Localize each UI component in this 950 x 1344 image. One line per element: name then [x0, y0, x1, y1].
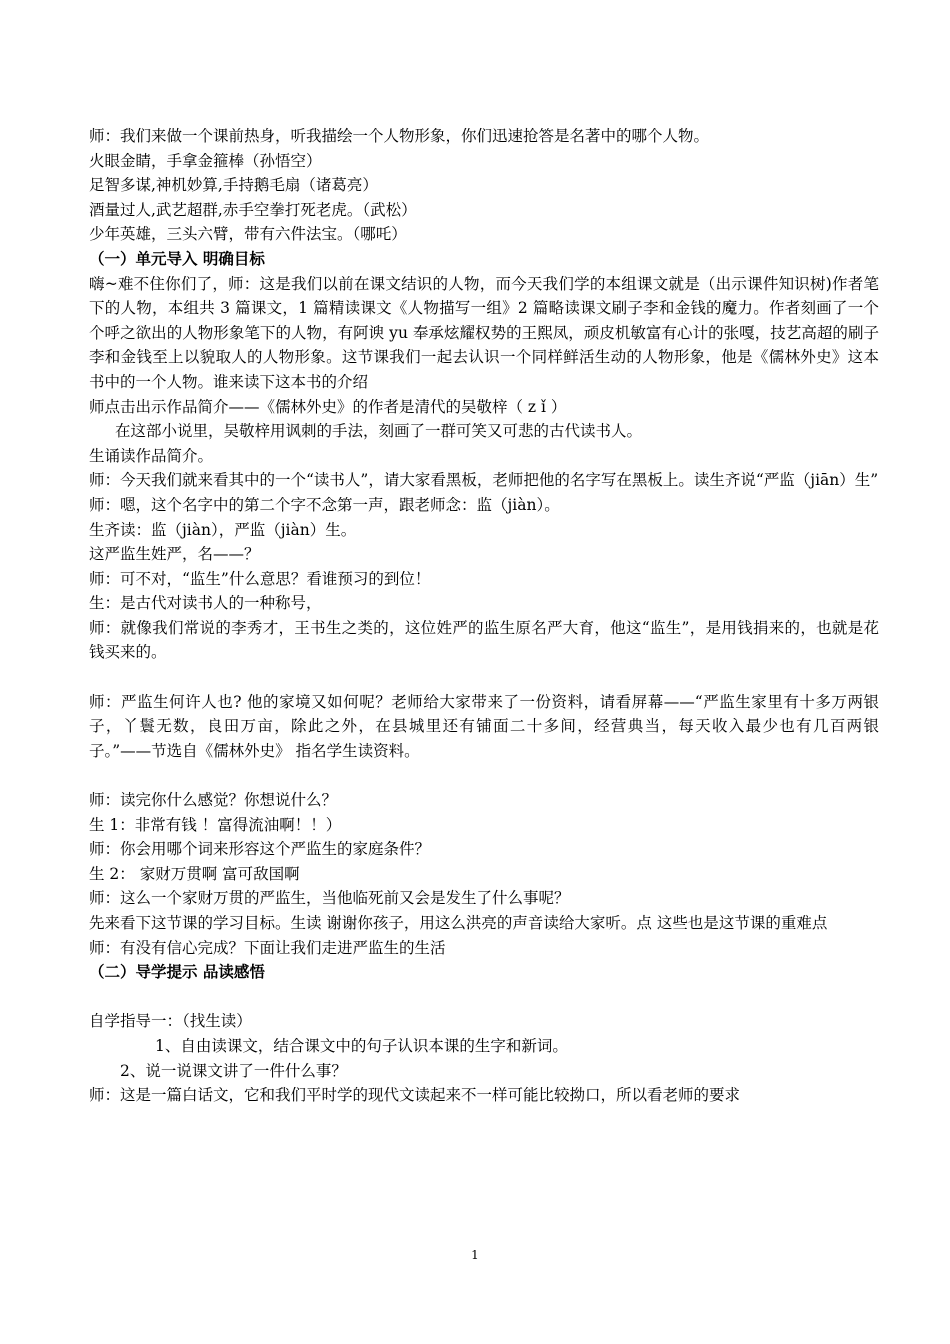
background-material-paragraph: 师：严监生何许人也? 他的家境又如何呢？老师给大家带来了一份资料，请看屏幕——“严监生家里有十多万两银子，丫鬟无数，良田万亩，除此之外，在县城里还有铺面二十多间，经营典当，每天收入最少也有几百两银子。”——节选自《儒林外史》 指名学生读资料。 — [89, 692, 879, 760]
word-question-paragraph: 师：你会用哪个词来形容这个严监生的家庭条件？ — [89, 840, 431, 859]
self-study-item-2: 2、说一说课文讲了一件什么事？ — [120, 1061, 347, 1080]
feeling-question-paragraph: 师：读完你什么感觉？你想说什么？ — [89, 791, 338, 810]
jiansheng-explanation-paragraph: 师：就像我们常说的李秀才，王书生之类的，这位姓严的监生原名严大育，他这“监生”，是用钱捐来的，也就是花钱买来的。 — [89, 618, 879, 662]
warmup-intro: 师：我们来做一个课前热身，听我描绘一个人物形象，你们迅速抢答是名著中的哪个人物。 — [89, 127, 710, 145]
blank-line — [89, 665, 879, 690]
learning-goals-paragraph: 先来看下这节课的学习目标。生读 谢谢你孩子，用这么洪亮的声音读给大家听。点 这些也是这节课的重难点 — [89, 914, 828, 932]
student-reading-paragraph: 生诵读作品简介。 — [89, 446, 214, 465]
pronunciation-paragraph: 师：嗯，这个名字中的第二个字不念第一声，跟老师念：监（jiàn）。 — [89, 495, 560, 514]
student-answer-paragraph: 生：是古代对读书人的一种称号， — [89, 594, 322, 613]
self-study-guide-title: 自学指导一：（找生读） — [89, 1012, 252, 1031]
class-reading-paragraph: 生齐读：监（jiàn），严监（jiàn）生。 — [89, 520, 357, 539]
blank-line — [89, 985, 879, 1010]
page-number: 1 — [471, 1248, 479, 1262]
vernacular-note-paragraph: 师：这是一篇白话文，它和我们平时学的现代文读起来不一样可能比较拗口，所以看老师的要求 — [89, 1086, 741, 1105]
warmup-item-sunwukong: 火眼金睛，手拿金箍棒（孙悟空） — [89, 151, 322, 170]
meaning-question-paragraph: 师：可不对，“监生”什么意思？看谁预习的到位！ — [89, 569, 431, 588]
warmup-item-wusong: 酒量过人,武艺超群,赤手空拳打死老虎。（武松） — [89, 200, 417, 219]
book-description-paragraph: 在这部小说里，吴敬梓用讽刺的手法，刻画了一群可笑又可悲的古代读书人。 — [115, 422, 643, 441]
document-body — [89, 124, 879, 1108]
deathbed-question-paragraph: 师：这么一个家财万贯的严监生，当他临死前又会是发生了什么事呢？ — [89, 889, 570, 908]
book-intro-paragraph: 师点击出示作品简介——《儒林外史》的作者是清代的吴敬梓（ z ǐ ） — [89, 397, 567, 416]
name-on-board-paragraph: 师：今天我们就来看其中的一个“读书人”，请大家看黑板，老师把他的名字写在黑板上。读生齐说“严监（jiān）生” — [89, 471, 879, 490]
warmup-item-nezha: 少年英雄，三头六臂，带有六件法宝。（哪吒） — [89, 225, 407, 244]
warmup-item-zhugeliang: 足智多谋,神机妙算,手持鹅毛扇（诸葛亮） — [89, 176, 378, 195]
student-1-answer-paragraph: 生 1：非常有钱 ！富得流油啊！！） — [89, 815, 342, 834]
confidence-question-paragraph: 师：有没有信心完成？下面让我们走进严监生的生活 — [89, 938, 446, 957]
section-heading-1: （一）单元导入 明确目标 — [89, 248, 265, 268]
self-study-item-1: 1、自由读课文，结合课文中的句子认识本课的生字和新词。 — [155, 1036, 568, 1055]
blank-line — [89, 763, 879, 788]
unit-intro-paragraph: 嗨~难不住你们了，师：这是我们以前在课文结识的人物，而今天我们学的本组课文就是（出示课件知识树)作者笔下的人物，本组共 3 篇课文，1 篇精读课文《人物描写一组》2 篇略读课文刷子李和金钱的魔力。作者刻画了一个个呼之欲出的人物形象笔下的人物，有阿谀 yu 奉承炫耀权势的王熙凤，顽皮机敏富有心计的张嘎，技艺高超的刷子李和金钱至上以貌取人的人物形象。这节课我们一起去认识一个同样鲜活生动的人物形象，他是《儒林外史》这本书中的一个人物。谁来读下这本书的介绍 — [89, 274, 879, 391]
surname-question-paragraph: 这严监生姓严，名——？ — [89, 545, 260, 564]
section-heading-2: （二）导学提示 品读感悟 — [89, 962, 265, 982]
student-2-answer-paragraph: 生 2： 家财万贯啊 富可敌国啊 — [89, 864, 300, 883]
